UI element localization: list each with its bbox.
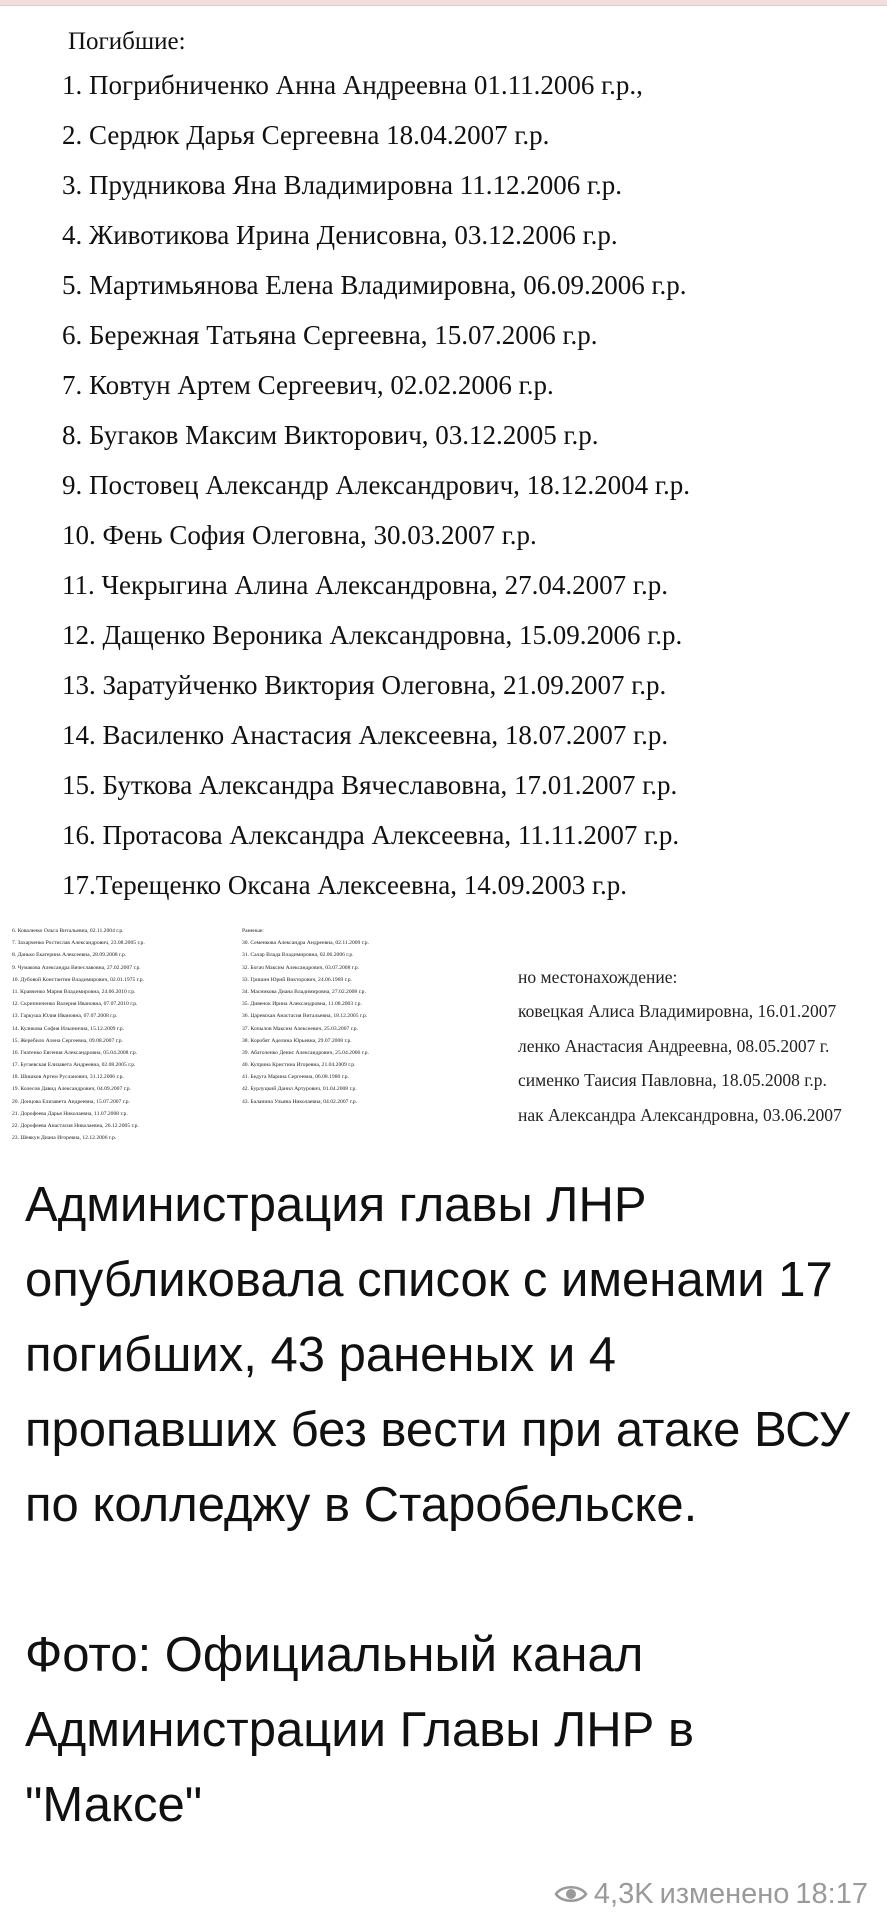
missing-list-item: ковецкая Алиса Владимировна, 16.01.2007	[518, 1001, 837, 1021]
dead-list-item: 13. Заратуйченко Виктория Олеговна, 21.09.2007 г.р.	[62, 670, 667, 700]
wounded-list-item: 17. Бугаевская Елизавета Андреевна, 02.08.2005 г.р.	[12, 1062, 136, 1069]
wounded-list-mid	[242, 925, 369, 1108]
wounded-list-item: 30. Семенкова Александра Андреевна, 02.11.2009 г.р.	[242, 940, 369, 947]
wounded-list-item: 19. Колесов Давид Александрович, 04.09.2007 г.р.	[12, 1086, 131, 1093]
missing-list-item: сименко Таисия Павловна, 18.05.2008 г.р.	[518, 1070, 827, 1090]
wounded-list-item: 42. Бурлуцкий Данил Артурович, 01.04.2008 г.р.	[242, 1086, 357, 1093]
dead-list-item: 12. Дащенко Вероника Александровна, 15.09.2006 г.р.	[62, 620, 683, 650]
dead-list-item: 8. Бугаков Максим Викторович, 03.12.2005 г.р.	[62, 420, 599, 450]
missing-list-title: но местонахождение:	[518, 967, 678, 987]
dead-list-item: 15. Буткова Александра Вячеславовна, 17.01.2007 г.р.	[62, 770, 678, 800]
wounded-list-item: 34. Масникова Диана Владимировна, 27.02.2008 г.р.	[242, 988, 366, 995]
missing-list-item: нак Александра Александровна, 03.06.2007	[518, 1104, 842, 1125]
wounded-list-item: 10. Дубовой Константин Владимирович, 02.01.1975 г.р.	[12, 976, 144, 983]
wounded-list-item: 14. Куликова София Ильинична, 15.12.2009 г.р.	[12, 1025, 125, 1032]
dead-list-item: 16. Протасова Александра Алексеевна, 11.11.2007 г.р.	[62, 820, 680, 850]
wounded-list-item: 6. Коваленко Ольга Витальевна, 02.11.2004 г.р.	[12, 928, 124, 934]
wounded-list-item: 39. Абатоленко Денис Александрович, 25.04.2006 г.р.	[242, 1049, 369, 1056]
dead-list-item: 1. Погрибниченко Анна Андреевна 01.11.2006 г.р.,	[62, 70, 643, 100]
dead-list-item: 4. Животикова Ирина Денисовна, 03.12.2006 г.р.	[62, 220, 618, 250]
wounded-list-item: 20. Донцова Елизавета Андреевна, 15.07.2007 г.р.	[12, 1098, 130, 1105]
eye-icon	[554, 1882, 588, 1906]
dead-list-item: 3. Прудникова Яна Владимировна 11.12.2006 г.р.	[62, 170, 623, 200]
wounded-list-item: 38. Коробят Аделина Юрьевна, 29.07.2008 г.р.	[242, 1037, 352, 1044]
dead-list-item: 11. Чекрыгина Алина Александровна, 27.04.2007 г.р.	[62, 570, 668, 600]
wounded-list-item: 36. Царевская Анастасия Витальевна, 18.12.2005 г.р.	[242, 1013, 368, 1020]
missing-list-item: ленко Анастасия Андреевна, 08.05.2007 г.	[518, 1035, 830, 1056]
image-top-border	[0, 0, 887, 6]
wounded-list-item: 35. Дивенок Ирина Александровна, 11.08.2003 г.р.	[242, 1001, 362, 1008]
post-paragraph: Администрация главы ЛНР опубликовала список с именами 17 погибших, 43 раненых и 4 пропавших без вести при атаке ВСУ по колледжу в Старобельске.	[25, 1178, 850, 1532]
message-time: 18:17	[795, 1877, 868, 1910]
wounded-list-item: 12. Скрипниченко Валерия Ивановна, 07.07.2010 г.р.	[12, 1001, 138, 1008]
wounded-list-item: 18. Шишков Артем Русланович, 31.12.2006 г.р.	[12, 1074, 124, 1081]
dead-list-item: 10. Фень София Олеговна, 30.03.2007 г.р.	[62, 520, 537, 550]
wounded-list-item: 15. Жеребило Алена Сергеевна, 09.08.2007 г.р.	[12, 1037, 123, 1044]
wounded-list-title: Раненые:	[242, 928, 264, 934]
wounded-list-item: 22. Дорофеева Анастасия Николаевна, 26.12.2005 г.р.	[12, 1123, 139, 1129]
message-meta	[554, 1877, 868, 1911]
wounded-list-item: 32. Богач Максим Александрович, 03.07.2008 г.р.	[242, 964, 360, 971]
dead-list	[62, 60, 882, 910]
dead-list-item: 14. Василенко Анастасия Алексеевна, 18.07.2007 г.р.	[62, 720, 669, 750]
views-count: 4,3K	[593, 1877, 654, 1910]
dead-list-item: 17.Терещенко Оксана Алексеевна, 14.09.2003 г.р.	[62, 870, 627, 900]
wounded-list-item: 21. Дорофеева Дарья Николаевна, 11.07.2008 г.р.	[12, 1110, 128, 1117]
wounded-list-item: 33. Гришин Юрий Викторович, 24.06.1969 г.р.	[242, 976, 352, 983]
wounded-list-item: 43. Баланина Ульяна Николаевна, 04.02.2007 г.р.	[242, 1098, 358, 1105]
dead-list-item: 7. Ковтун Артем Сергеевич, 02.02.2006 г.р.	[62, 370, 554, 400]
wounded-list-item: 31. Салар Влада Владимировна, 02.06.2006 г.р.	[242, 952, 354, 959]
wounded-list-item: 40. Куприна Кристина Игоревна, 21.04.2009 г.р.	[242, 1062, 356, 1069]
wounded-list-item: 41. Бедуга Марина Сергеевна, 06.08.1980 г.р.	[242, 1074, 349, 1081]
wounded-list-item: 7. Захарченко Ростислав Александрович, 23.08.2005 г.р.	[12, 940, 145, 947]
post-text	[25, 1168, 865, 1843]
wounded-list-left	[12, 925, 145, 1144]
wounded-list-item: 11. Кравченко Мария Владимировна, 24.06.2010 г.р.	[12, 988, 136, 995]
wounded-list-item: 37. Копылов Максим Алексеевич, 25.03.2007 г.р.	[242, 1025, 358, 1032]
dead-list-item: 5. Мартимьянова Елена Владимировна, 06.09.2006 г.р.	[62, 270, 687, 300]
wounded-list-item: 8. Данько Екатерина Алексеевна, 28.09.2008 г.р.	[12, 952, 127, 959]
dead-list-item: 2. Сердюк Дарья Сергеевна 18.04.2007 г.р.	[62, 120, 550, 150]
dead-list-title: Погибшие:	[68, 28, 186, 55]
post-paragraph: Фото: Официальный канал Администрации Главы ЛНР в "Максе"	[25, 1628, 694, 1832]
missing-list	[518, 960, 887, 1132]
paragraph-gap	[25, 1543, 865, 1618]
dead-list-item: 6. Бережная Татьяна Сергеевна, 15.07.2006 г.р.	[62, 320, 598, 350]
wounded-list-item: 16. Гнатенко Евгения Александровна, 05.04.2008 г.р.	[12, 1049, 138, 1056]
wounded-list-item: 9. Чумакова Александра Вячеславовна, 27.02.2007 г.р.	[12, 964, 141, 971]
dead-list-item: 9. Постовец Александр Александрович, 18.12.2004 г.р.	[62, 470, 690, 500]
wounded-list-item: 23. Шевкун Диана Игоревна, 12.12.2006 г.р.	[12, 1135, 117, 1142]
wounded-list-item: 13. Гаркуша Юлия Ивановна, 07.07.2008 г.р.	[12, 1013, 118, 1020]
edited-label: изменено	[659, 1877, 790, 1910]
